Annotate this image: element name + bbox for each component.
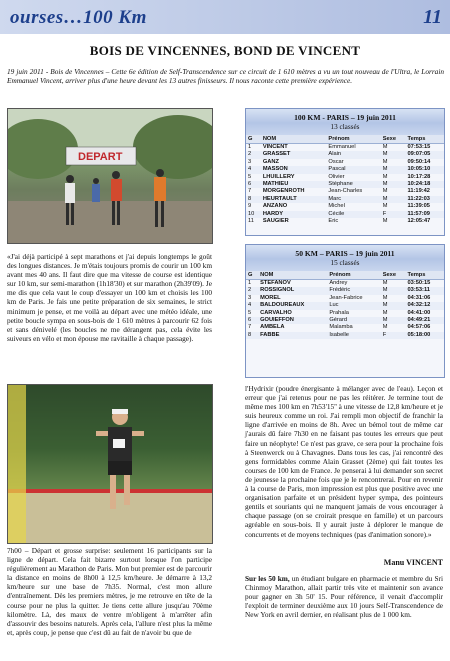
table-100km-grid <box>246 135 444 225</box>
col-header-time: Temps <box>406 135 444 144</box>
cell-name: FABBE <box>260 331 280 338</box>
cell-firstname: Pascal <box>328 166 346 173</box>
cell-name: SAUGIER <box>262 218 289 225</box>
cell-name: AMBELA <box>260 324 285 331</box>
cell-firstname: Isabelle <box>329 331 349 338</box>
col-header-name: NOM <box>261 135 327 144</box>
cell-sex: M <box>382 317 388 324</box>
cell-firstname: Cécile <box>328 210 345 217</box>
cell-sex: M <box>382 195 388 202</box>
cell-rank: 6 <box>248 317 252 324</box>
table-row <box>246 166 444 173</box>
cell-time: 11:19:42 <box>407 188 430 195</box>
cell-time: 05:18:00 <box>407 331 431 338</box>
cell-name: GRASSET <box>262 151 291 158</box>
author-signature: Manu VINCENT <box>383 558 443 567</box>
cell-time: 09:50:14 <box>407 158 431 165</box>
cell-firstname: Gérard <box>329 317 348 324</box>
cell-firstname: Olivier <box>328 173 345 180</box>
cell-sex: F <box>382 331 387 338</box>
cell-time: 07:53:15 <box>407 144 431 150</box>
cell-name: MATHIEU <box>262 181 289 188</box>
cell-name: GOUIEFFON <box>260 317 294 324</box>
article-title: BOIS DE VINCENNES, BOND DE VINCENT <box>89 43 361 58</box>
cell-rank: 4 <box>248 166 252 173</box>
table-row <box>246 174 444 181</box>
cell-firstname: Oscar <box>328 158 344 165</box>
table-row <box>246 218 444 225</box>
cell-sex: M <box>382 151 388 158</box>
photo-runner-illustration <box>8 385 212 543</box>
table-row <box>246 310 444 317</box>
results-table-50km <box>245 244 445 378</box>
cell-name: ROSSIGNOL <box>260 287 295 294</box>
cell-sex: M <box>382 309 388 316</box>
article-paragraph-3: l'Hydrixir (poudre énergisante à mélanger avec de l'eau). Leçon et erreur que j'ai retenus pour ne pas les réitérer. Je termine tout de même mes 100 km en 7h53'15'' à une vitesse de 12,8 km/heure et je suis heureux comme un roi. J'ai rempli mon objectif de franchir la ligne d'arrivée en moins de 8h. Avec un bémol tout de même car j'aurais dû faire 7h30 en ne faisant pas toutes les erreurs que peut faire un néophyte! Ce n'est pas grave, ce sera pour la prochaine fois à Steenwerck ou à Chavagnes. Dans tous les cas, j'ai rencontré des gens formidables comme Alain Grasset (2ème) qui fait toutes les courses de 100 km de France. Je penserai à lui demander son secret de jeunesse la prochaine fois que je le rencontrerai. Pour en revenir à la course de Paris, mon impression est plus que positive avec une organisation parfaite et un président hyper sympa, des pointeurs gentils et souriants qui ne manquent jamais de vous encourager à chaque passage (on se croirait presque en famille) et un parcours agréable en sous-bois. Il y aurait juste à déplorer le manque de concurrents et de moyens techniques (pas d'animation sonore).» <box>245 384 443 539</box>
cell-sex: M <box>382 280 388 286</box>
table-row <box>246 181 444 188</box>
cell-sex: M <box>382 166 388 173</box>
cell-rank: 8 <box>248 195 252 202</box>
cell-rank: 10 <box>248 210 255 217</box>
cell-firstname: Jean-Fabrice <box>329 294 363 301</box>
cell-name: MORGENROTH <box>262 188 305 195</box>
table-row <box>246 188 444 195</box>
table-row <box>246 203 444 210</box>
cell-rank: 1 <box>248 144 252 150</box>
article-paragraph-2: 7h00 – Départ et grosse surprise: seulement 16 participants sur la ligne de départ. Cela fait bizarre surtout lorsque l'on participe régulièrement au Marathon de Paris. Mon but premier est de parcourir la distance en moins de 8h00 à 12,5 km/heure. Je démarre à 13,2 km/heure sur une base de 7h35. Normal, c'est mon allure d'entraînement. Dès les premiers mètres, je me retrouve en tête de la course pour ne plus la quitter. Je tiens cette allure jusqu'au 70ème kilomètre. Là, des maux de ventre m'obligent à m'arrêter afin d'assouvir des besoins naturels. Après cela, l'allure n'est plus la même et, après coup, je pense que c'est dû au fait de n'avoir bu que de <box>7 546 212 637</box>
cell-name: LHUILLERY <box>262 173 295 180</box>
cell-time: 10:05:10 <box>407 166 431 173</box>
cell-sex: M <box>382 158 388 165</box>
cell-name: MOREL <box>260 294 281 301</box>
cell-firstname: Eric <box>328 218 339 225</box>
col-header-rank: G <box>246 135 261 144</box>
cell-sex: M <box>382 188 388 195</box>
cell-time: 10:17:28 <box>407 173 431 180</box>
cell-firstname: Frédéric <box>329 287 351 294</box>
cell-rank: 11 <box>248 218 254 225</box>
cell-time: 04:41:00 <box>407 309 431 316</box>
cell-firstname: Luc <box>329 302 339 309</box>
cell-sex: M <box>382 294 388 301</box>
paragraph-4-body: un étudiant bulgare en pharmacie et membre du Sri Chinmoy Marathon, allait partir très vite et maintenir son avance pour gagner en 3h 50' 15. Pour référence, il venait d'accomplir l'exploit de terminer deuxième aux 10 jours Self-Transcendence de New York en avril dernier, en réalisant plus de 1 000 km. <box>245 574 443 620</box>
cell-time: 04:57:06 <box>407 324 431 331</box>
cell-rank: 7 <box>248 188 252 195</box>
cell-rank: 8 <box>248 331 252 338</box>
cell-time: 10:24:18 <box>407 181 431 188</box>
cell-rank: 4 <box>248 302 252 309</box>
col-header-name: NOM <box>258 271 327 280</box>
cell-name: ANZANO <box>262 203 288 210</box>
cell-sex: M <box>382 218 388 225</box>
results-table-100km <box>245 108 445 236</box>
cell-name: CARVALHO <box>260 309 292 316</box>
cell-sex: M <box>382 324 388 331</box>
page-number: 11 <box>423 6 442 28</box>
table-100km-title: 100 KM - PARIS – 19 juin 2011 <box>246 109 444 123</box>
table-row <box>246 211 444 218</box>
cell-time: 03:53:11 <box>407 287 430 294</box>
start-banner-text: DEPART <box>78 151 123 163</box>
cell-rank: 3 <box>248 158 252 165</box>
photo-start-runners <box>7 108 213 244</box>
cell-time: 09:07:05 <box>407 151 431 158</box>
cell-sex: M <box>382 181 388 188</box>
table-row <box>246 302 444 309</box>
table-100km-subtitle: 13 classés <box>246 123 444 135</box>
cell-sex: M <box>382 287 388 294</box>
table-row <box>246 332 444 339</box>
cell-time: 04:49:21 <box>407 317 431 324</box>
photo-runner <box>7 384 213 544</box>
table-row <box>246 295 444 302</box>
cell-sex: M <box>382 173 388 180</box>
cell-sex: M <box>382 203 388 210</box>
article-intro: 19 juin 2011 - Bois de Vincennes – Cette 6e édition de Self-Transcendence sur ce circuit de 1 610 mètres a vu un tout nouveau de l'Ultra, le Lorrain Emmanuel Vincent, arriver plus d'une heure devant les 13 autres finisseurs. Il nous raconte cette première expérience. <box>7 67 444 86</box>
col-header-sex: Sexe <box>381 135 406 144</box>
cell-firstname: Andrey <box>329 280 348 286</box>
cell-rank: 5 <box>248 309 252 316</box>
col-header-firstname: Prénom <box>326 135 380 144</box>
cell-name: HEURTAULT <box>262 195 297 202</box>
cell-time: 12:05:47 <box>407 218 431 225</box>
cell-firstname: Stéphane <box>328 181 353 188</box>
article-paragraph-4 <box>245 574 443 619</box>
photo-start-illustration <box>8 109 212 243</box>
table-row <box>246 287 444 294</box>
cell-rank: 9 <box>248 203 252 210</box>
table-row <box>246 196 444 203</box>
cell-name: HARDY <box>262 210 284 217</box>
col-header-sex: Sexe <box>381 271 406 280</box>
cell-rank: 1 <box>248 280 252 286</box>
cell-name: MASSON <box>262 166 288 173</box>
col-header-time: Temps <box>406 271 444 280</box>
table-header-row <box>246 271 444 280</box>
cell-time: 04:32:12 <box>407 302 431 309</box>
cell-time: 11:39:05 <box>407 203 430 210</box>
cell-firstname: Jean-Charles <box>328 188 363 195</box>
cell-sex: F <box>382 210 387 217</box>
cell-time: 11:57:09 <box>407 210 430 217</box>
table-row <box>246 317 444 324</box>
cell-firstname: Emmanuel <box>328 144 356 150</box>
cell-name: VINCENT <box>262 144 288 150</box>
cell-rank: 6 <box>248 181 252 188</box>
paragraph-4-lead: Sur les 50 km, <box>245 574 290 583</box>
cell-time: 04:31:06 <box>407 294 431 301</box>
table-header-row <box>246 135 444 144</box>
cell-firstname: Alain <box>328 151 342 158</box>
cell-name: STEFANOV <box>260 280 291 286</box>
cell-time: 11:22:03 <box>407 195 430 202</box>
cell-sex: M <box>382 144 388 150</box>
cell-name: GANZ <box>262 158 279 165</box>
col-header-firstname: Prénom <box>327 271 380 280</box>
table-row <box>246 159 444 166</box>
cell-name: BALDOUREAUX <box>260 302 305 309</box>
table-row <box>246 324 444 331</box>
section-title: ourses…100 Km <box>10 7 147 28</box>
cell-firstname: Michel <box>328 203 345 210</box>
cell-rank: 2 <box>248 151 252 158</box>
table-row <box>246 144 444 152</box>
cell-firstname: Marc <box>328 195 342 202</box>
cell-firstname: Malamba <box>329 324 353 331</box>
table-row <box>246 151 444 158</box>
table-50km-subtitle: 15 classés <box>246 259 444 271</box>
cell-firstname: Prahala <box>329 309 349 316</box>
table-50km-grid <box>246 271 444 339</box>
cell-rank: 3 <box>248 294 252 301</box>
cell-time: 03:50:15 <box>407 280 431 286</box>
page-header <box>0 0 450 34</box>
cell-rank: 2 <box>248 287 252 294</box>
cell-rank: 5 <box>248 173 252 180</box>
cell-rank: 7 <box>248 324 252 331</box>
table-50km-title: 50 KM – PARIS – 19 juin 2011 <box>246 245 444 259</box>
table-row <box>246 280 444 288</box>
article-paragraph-1: «J'ai déjà participé à sept marathons et j'ai depuis longtemps le goût des longues distances. Je m'étais toujours promis de courir un 100 km avant mes 40 ans. Il faut dire que ma vitesse de course est identique sur 10 km, sur semi-marathon (1h18'30) et sur marathon (2h39'09). Je me dis que cela vaut le coup d'essayer un 100 km et choisis les 100 km de Paris. Je fais une petite préparation de six semaines, le strict minimum je pense, et me voilà au départ avec une météo idéale, une petite boucle sympa en sous-bois de 1 610 mètres à parcourir 62 fois et sans dénivelé (les boucles ne me dérangent pas, cela évite les suiveurs en vélo et mon épouse me ravitaille à chaque passage). <box>7 252 212 343</box>
cell-sex: M <box>382 302 388 309</box>
col-header-rank: G <box>246 271 258 280</box>
